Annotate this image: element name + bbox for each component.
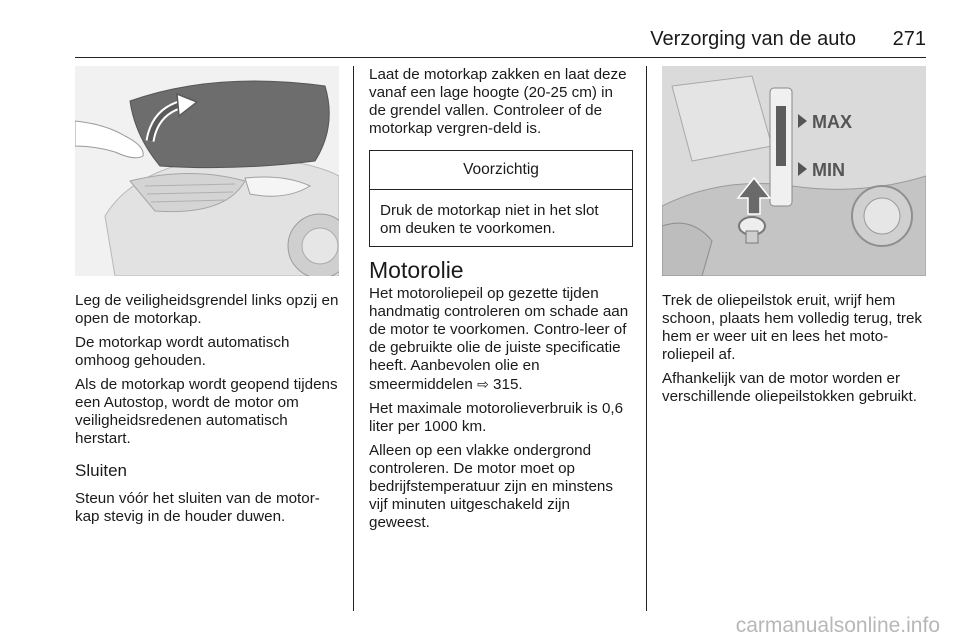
column-3-text [662, 292, 930, 412]
page-reference[interactable]: 315. [493, 376, 523, 393]
chapter-title: Verzorging van de auto [650, 28, 856, 50]
caution-box [369, 150, 633, 247]
caution-title: Voorzichtig [370, 151, 632, 190]
paragraph: Alleen op een vlakke ondergrond controleren. De motor moet op bedrijfstemperatuur zijn en minstens vijf minuten uitgeschakeld zijn geweest. [369, 442, 613, 531]
paragraph-text: Het motoroliepeil op gezette tijden handmatig controleren om schade aan de motor te voorkomen. Contro-leer of de gebruikte olie de juiste specificatie heeft. Aanbevolen olie en smeermiddelen [369, 285, 629, 393]
column-2-text [369, 66, 633, 538]
paragraph: De motorkap wordt automatisch omhoog gehouden. [75, 334, 290, 369]
paragraph: Als de motorkap wordt geopend tijdens een Autostop, wordt de motor om veiligheidsredenen automatisch herstart. [75, 376, 338, 447]
paragraph: Laat de motorkap zakken en laat deze vanaf een lage hoogte (20-25 cm) in de grendel vallen. Controleer of de motorkap vergren-deld is. [369, 66, 627, 137]
subheading-sluiten: Sluiten [75, 461, 127, 480]
min-label: MIN [812, 160, 845, 180]
watermark: carmanualsonline.info [735, 614, 940, 637]
hood-release-figure [75, 66, 339, 276]
page-header [75, 22, 926, 52]
paragraph: Trek de oliepeilstok eruit, wrijf hem schoon, plaats hem volledig terug, trek hem er weer uit en lees het moto-roliepeil af. [662, 292, 923, 363]
paragraph: Afhankelijk van de motor worden er verschillende oliepeilstokken gebruikt. [662, 370, 917, 405]
column-1-text [75, 292, 343, 532]
page-number: 271 [892, 28, 926, 50]
paragraph: Leg de veiligheidsgrendel links opzij en open de motorkap. [75, 292, 339, 327]
paragraph [369, 285, 633, 394]
max-label: MAX [812, 112, 852, 132]
caution-text: Druk de motorkap niet in het slot om deuken te voorkomen. [380, 202, 599, 237]
section-title-motorolie: Motorolie [369, 257, 464, 283]
paragraph: Het maximale motorolieverbruik is 0,6 liter per 1000 km. [369, 400, 624, 435]
column-divider-2 [646, 66, 647, 611]
dipstick-illustration-icon [662, 66, 926, 276]
header-rule [75, 57, 926, 58]
hood-release-illustration-icon [75, 66, 339, 276]
dipstick-figure [662, 66, 926, 276]
paragraph: Steun vóór het sluiten van de motor-kap stevig in de houder duwen. [75, 490, 320, 525]
page-ref-arrow-icon: ⇨ [477, 376, 489, 392]
column-divider-1 [353, 66, 354, 611]
